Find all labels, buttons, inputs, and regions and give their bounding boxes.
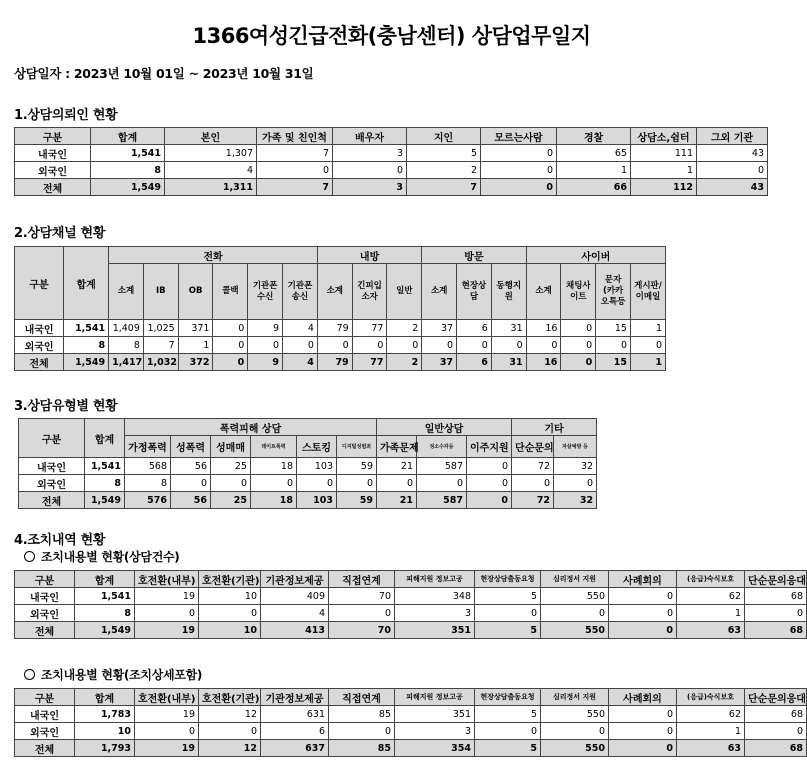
table-cell: 0 — [213, 354, 248, 371]
column-header: 기관정보제공 — [261, 571, 329, 588]
table-cell: 0 — [297, 475, 337, 492]
section-4-sub1 — [24, 548, 179, 565]
table-cell: 0 — [475, 605, 541, 622]
section-4-sub2 — [24, 666, 202, 683]
table-cell: 5 — [475, 706, 541, 723]
table-cell: 631 — [261, 706, 329, 723]
table-cell: 10 — [199, 622, 261, 639]
table-cell: 37 — [422, 320, 457, 337]
table-cell: 1,307 — [165, 145, 257, 162]
row-header: 전체 — [15, 179, 91, 196]
column-header: 동행지원 — [491, 264, 526, 320]
table-row — [19, 492, 597, 509]
row-header: 전체 — [19, 492, 85, 509]
table-cell: 3 — [333, 145, 407, 162]
group-phone: 전화 — [109, 247, 318, 264]
table-cell: 25 — [211, 492, 251, 509]
table-cell: 4 — [283, 354, 318, 371]
table-cell: 0 — [329, 723, 395, 740]
row-header: 전체 — [15, 622, 75, 639]
table-row — [15, 337, 666, 354]
table-cell: 6 — [261, 723, 329, 740]
table-cell: 66 — [557, 179, 631, 196]
table-cell: 18 — [251, 492, 297, 509]
column-header: 상담소,쉼터 — [631, 128, 697, 145]
header-gubun: 구분 — [15, 247, 64, 320]
table-row — [15, 320, 666, 337]
sub1-label: 조치내용별 현황(상담건수) — [41, 550, 180, 564]
table-cell: 0 — [251, 475, 297, 492]
column-header: 데이트폭력 — [251, 436, 297, 458]
table-cell: 7 — [407, 179, 481, 196]
table-cell: 18 — [251, 458, 297, 475]
table-row — [15, 622, 807, 639]
table-cell: 85 — [329, 740, 395, 757]
column-header: 가정폭력 — [125, 436, 171, 458]
table-cell: 9 — [248, 320, 283, 337]
group-other: 기타 — [512, 419, 597, 436]
table-cell: 0 — [213, 320, 248, 337]
column-header: 합계 — [75, 689, 135, 706]
table-cell: 72 — [512, 492, 554, 509]
column-header: 구분 — [15, 571, 75, 588]
column-header: 긴피입소자 — [352, 264, 387, 320]
column-header: 본인 — [165, 128, 257, 145]
table-cell: 0 — [561, 354, 596, 371]
table-cell: 409 — [261, 588, 329, 605]
column-header: 그외 기관 — [697, 128, 768, 145]
table-cell: 2 — [387, 354, 422, 371]
table-cell: 354 — [395, 740, 475, 757]
table-cell: 56 — [171, 458, 211, 475]
table-cell: 0 — [422, 337, 457, 354]
group-cyber: 사이버 — [526, 247, 665, 264]
table-cell: 0 — [491, 337, 526, 354]
column-header: 기관폰 송신 — [283, 264, 318, 320]
row-header: 외국인 — [15, 337, 64, 354]
column-header: 단순문의 — [512, 436, 554, 458]
section-4-heading: 4.조치내역 현황 — [14, 533, 106, 548]
table-cell: 0 — [135, 605, 199, 622]
table-cell: 7 — [143, 337, 178, 354]
column-header: 채팅사이트 — [561, 264, 596, 320]
table-row — [19, 475, 597, 492]
group-visit-out: 방문 — [422, 247, 526, 264]
table-cell: 21 — [377, 458, 417, 475]
column-header: 피해지원 정보고공 — [395, 689, 475, 706]
column-header: 소계 — [109, 264, 144, 320]
table-cell: 0 — [697, 162, 768, 179]
group-visit-in: 내방 — [317, 247, 421, 264]
table-cell: 0 — [526, 337, 561, 354]
column-header: 호전환(내부) — [135, 571, 199, 588]
column-header: 일반 — [387, 264, 422, 320]
table-cell: 8 — [64, 337, 109, 354]
table-cell: 1,549 — [75, 622, 135, 639]
column-header: 현장상담출동요청 — [475, 689, 541, 706]
column-header: 호전환(기관) — [199, 571, 261, 588]
table-row — [15, 723, 807, 740]
table-cell: 0 — [745, 723, 807, 740]
table-cell: 1 — [631, 162, 697, 179]
column-header: 심리정서 지원 — [541, 571, 609, 588]
column-header: 가족문제 — [377, 436, 417, 458]
table-cell: 77 — [352, 354, 387, 371]
channel-status-table — [14, 246, 666, 371]
column-header: 콜백 — [213, 264, 248, 320]
table-cell: 4 — [165, 162, 257, 179]
table-cell: 550 — [541, 588, 609, 605]
table-cell: 15 — [596, 320, 631, 337]
column-header: 현장상담출동요청 — [475, 571, 541, 588]
table-cell: 0 — [481, 162, 557, 179]
table-cell: 0 — [213, 337, 248, 354]
table-cell: 1,417 — [109, 354, 144, 371]
table-cell: 6 — [457, 354, 492, 371]
table-cell: 0 — [609, 723, 677, 740]
client-status-table — [14, 127, 768, 196]
table-cell: 1,311 — [165, 179, 257, 196]
column-header: 직접연계 — [329, 571, 395, 588]
row-header: 전체 — [15, 740, 75, 757]
table-cell: 1,409 — [109, 320, 144, 337]
table-cell: 0 — [283, 337, 318, 354]
section-2-heading: 2.상담채널 현황 — [14, 226, 106, 241]
table-cell: 587 — [417, 492, 467, 509]
table-cell: 0 — [457, 337, 492, 354]
circle-bullet-icon — [24, 551, 35, 562]
header-total: 합계 — [85, 419, 125, 458]
table-cell: 351 — [395, 706, 475, 723]
table-cell: 62 — [677, 706, 745, 723]
table-cell: 7 — [257, 145, 333, 162]
table-cell: 0 — [135, 723, 199, 740]
column-header: OB — [178, 264, 213, 320]
row-header: 내국인 — [19, 458, 85, 475]
column-header: (응급)숙식보호 — [677, 689, 745, 706]
table-cell: 9 — [248, 354, 283, 371]
table-cell: 8 — [109, 337, 144, 354]
table-cell: 550 — [541, 706, 609, 723]
table-cell: 3 — [395, 723, 475, 740]
table-cell: 0 — [554, 475, 597, 492]
table-cell: 0 — [317, 337, 352, 354]
table-cell: 550 — [541, 740, 609, 757]
table-cell: 1 — [677, 723, 745, 740]
table-cell: 7 — [257, 179, 333, 196]
table-cell: 1,541 — [64, 320, 109, 337]
table-cell: 21 — [377, 492, 417, 509]
row-header: 외국인 — [19, 475, 85, 492]
table-cell: 413 — [261, 622, 329, 639]
table-cell: 63 — [677, 622, 745, 639]
table-cell: 1 — [630, 320, 665, 337]
table-cell: 1,783 — [75, 706, 135, 723]
table-cell: 0 — [329, 605, 395, 622]
table-cell: 32 — [554, 458, 597, 475]
column-header: 단순문의응대 — [745, 571, 807, 588]
column-header: 스토킹 — [297, 436, 337, 458]
row-header: 외국인 — [15, 723, 75, 740]
table-cell: 3 — [395, 605, 475, 622]
column-header: 구분 — [15, 128, 91, 145]
consultation-type-table — [18, 418, 597, 509]
table-cell: 0 — [512, 475, 554, 492]
column-header: 게시판/이메일 — [630, 264, 665, 320]
table-cell: 31 — [491, 320, 526, 337]
table-row — [15, 588, 807, 605]
table-cell: 550 — [541, 622, 609, 639]
table-cell: 0 — [541, 605, 609, 622]
table-cell: 351 — [395, 622, 475, 639]
table-cell: 1,032 — [143, 354, 178, 371]
column-header: 단순문의응대 — [745, 689, 807, 706]
table-cell: 70 — [329, 622, 395, 639]
column-header: 문자(카카오톡등 — [596, 264, 631, 320]
table-cell: 68 — [745, 706, 807, 723]
table-cell: 1,549 — [64, 354, 109, 371]
row-header: 내국인 — [15, 588, 75, 605]
table-cell: 19 — [135, 740, 199, 757]
table-cell: 1 — [557, 162, 631, 179]
table-cell: 62 — [677, 588, 745, 605]
table-cell: 0 — [561, 320, 596, 337]
table-cell: 0 — [211, 475, 251, 492]
table-cell: 1,541 — [85, 458, 125, 475]
table-cell: 2 — [407, 162, 481, 179]
column-header: 호전환(내부) — [135, 689, 199, 706]
table-cell: 68 — [745, 622, 807, 639]
table-cell: 0 — [609, 622, 677, 639]
action-status-table-detail — [14, 688, 807, 757]
row-header: 전체 — [15, 354, 64, 371]
section-3-heading: 3.상담유형별 현황 — [14, 399, 118, 414]
column-header: 합계 — [75, 571, 135, 588]
table-cell: 37 — [422, 354, 457, 371]
table-cell: 0 — [541, 723, 609, 740]
table-cell: 59 — [337, 492, 377, 509]
column-header: 이주지원 — [467, 436, 512, 458]
column-header: 성매매 — [211, 436, 251, 458]
table-cell: 103 — [297, 492, 337, 509]
table-cell: 587 — [417, 458, 467, 475]
column-header: 소계 — [422, 264, 457, 320]
row-header: 외국인 — [15, 162, 91, 179]
table-cell: 1 — [178, 337, 213, 354]
table-cell: 0 — [333, 162, 407, 179]
table-cell: 0 — [199, 605, 261, 622]
column-header: IB — [143, 264, 178, 320]
column-header: 디지털성범죄 — [337, 436, 377, 458]
table-cell: 0 — [199, 723, 261, 740]
column-header: 구분 — [15, 689, 75, 706]
column-header: 사례회의 — [609, 571, 677, 588]
table-cell: 5 — [475, 622, 541, 639]
column-header: 자살예방 등 — [554, 436, 597, 458]
table-cell: 65 — [557, 145, 631, 162]
column-header: 성폭력 — [171, 436, 211, 458]
table-row — [15, 706, 807, 723]
column-header: 소계 — [526, 264, 561, 320]
table-cell: 70 — [329, 588, 395, 605]
table-cell: 5 — [475, 740, 541, 757]
group-violence: 폭력피해 상담 — [125, 419, 377, 436]
table-cell: 59 — [337, 458, 377, 475]
column-header: 심리정서 지원 — [541, 689, 609, 706]
table-cell: 0 — [387, 337, 422, 354]
column-header: 소계 — [317, 264, 352, 320]
table-cell: 1 — [630, 354, 665, 371]
column-header: 피해지원 정보고공 — [395, 571, 475, 588]
table-cell: 12 — [199, 706, 261, 723]
table-row — [15, 605, 807, 622]
table-cell: 1,541 — [75, 588, 135, 605]
table-cell: 4 — [261, 605, 329, 622]
table-cell: 63 — [677, 740, 745, 757]
table-cell: 19 — [135, 588, 199, 605]
table-row — [15, 179, 768, 196]
table-cell: 2 — [387, 320, 422, 337]
table-cell: 0 — [609, 605, 677, 622]
table-cell: 16 — [526, 354, 561, 371]
table-cell: 5 — [407, 145, 481, 162]
table-row — [15, 145, 768, 162]
table-cell: 10 — [199, 588, 261, 605]
table-cell: 4 — [283, 320, 318, 337]
column-header: 현장상담 — [457, 264, 492, 320]
table-cell: 85 — [329, 706, 395, 723]
table-cell: 0 — [481, 145, 557, 162]
column-header: 가족 및 친인척 — [257, 128, 333, 145]
table-cell: 0 — [596, 337, 631, 354]
table-cell: 0 — [467, 475, 512, 492]
table-cell: 3 — [333, 179, 407, 196]
table-cell: 15 — [596, 354, 631, 371]
table-cell: 103 — [297, 458, 337, 475]
table-row — [15, 162, 768, 179]
group-general: 일반상담 — [377, 419, 512, 436]
table-cell: 112 — [631, 179, 697, 196]
table-cell: 25 — [211, 458, 251, 475]
table-cell: 12 — [199, 740, 261, 757]
table-cell: 8 — [125, 475, 171, 492]
column-header: (응급)숙식보호 — [677, 571, 745, 588]
section-1-heading: 1.상담의뢰인 현황 — [14, 108, 118, 123]
table-cell: 372 — [178, 354, 213, 371]
column-header: 호전환(기관) — [199, 689, 261, 706]
document-title: 1366여성긴급전화(충남센터) 상담업무일지 — [192, 24, 591, 48]
sub2-label: 조치내용별 현황(조치상세포함) — [41, 668, 203, 682]
table-cell: 1 — [677, 605, 745, 622]
table-cell: 19 — [135, 706, 199, 723]
column-header: 합계 — [91, 128, 165, 145]
row-header: 내국인 — [15, 320, 64, 337]
column-header: 사례회의 — [609, 689, 677, 706]
table-cell: 56 — [171, 492, 211, 509]
table-cell: 5 — [475, 588, 541, 605]
table-cell: 0 — [745, 605, 807, 622]
table-cell: 0 — [352, 337, 387, 354]
table-cell: 0 — [337, 475, 377, 492]
table-cell: 10 — [75, 723, 135, 740]
column-header: 기관정보제공 — [261, 689, 329, 706]
table-cell: 1,549 — [85, 492, 125, 509]
table-cell: 1,549 — [91, 179, 165, 196]
table-cell: 43 — [697, 179, 768, 196]
circle-bullet-icon — [24, 669, 35, 680]
table-cell: 43 — [697, 145, 768, 162]
table-cell: 6 — [457, 320, 492, 337]
table-row — [15, 740, 807, 757]
table-cell: 0 — [417, 475, 467, 492]
table-cell: 8 — [91, 162, 165, 179]
table-cell: 0 — [377, 475, 417, 492]
row-header: 내국인 — [15, 145, 91, 162]
table-cell: 8 — [85, 475, 125, 492]
column-header: 기관폰 수신 — [248, 264, 283, 320]
table-cell: 0 — [609, 588, 677, 605]
table-cell: 16 — [526, 320, 561, 337]
column-header: 경찰 — [557, 128, 631, 145]
table-cell: 0 — [171, 475, 211, 492]
table-cell: 0 — [481, 179, 557, 196]
table-cell: 79 — [317, 320, 352, 337]
table-cell: 637 — [261, 740, 329, 757]
table-cell: 1,793 — [75, 740, 135, 757]
header-gubun: 구분 — [19, 419, 85, 458]
table-cell: 8 — [75, 605, 135, 622]
table-cell: 79 — [317, 354, 352, 371]
table-cell: 0 — [475, 723, 541, 740]
row-header: 외국인 — [15, 605, 75, 622]
table-cell: 576 — [125, 492, 171, 509]
table-cell: 0 — [609, 740, 677, 757]
table-cell: 0 — [561, 337, 596, 354]
action-status-table-cases — [14, 570, 807, 639]
column-header: 지인 — [407, 128, 481, 145]
table-cell: 0 — [609, 706, 677, 723]
table-cell: 72 — [512, 458, 554, 475]
table-cell: 68 — [745, 740, 807, 757]
table-cell: 68 — [745, 588, 807, 605]
table-cell: 1,025 — [143, 320, 178, 337]
table-row — [19, 458, 597, 475]
table-cell: 0 — [248, 337, 283, 354]
column-header: 성소수자등 — [417, 436, 467, 458]
table-cell: 19 — [135, 622, 199, 639]
row-header: 내국인 — [15, 706, 75, 723]
table-cell: 1,541 — [91, 145, 165, 162]
column-header: 배우자 — [333, 128, 407, 145]
table-cell: 77 — [352, 320, 387, 337]
table-cell: 0 — [630, 337, 665, 354]
table-cell: 371 — [178, 320, 213, 337]
table-cell: 0 — [467, 492, 512, 509]
table-cell: 0 — [467, 458, 512, 475]
table-row — [15, 354, 666, 371]
table-cell: 32 — [554, 492, 597, 509]
table-cell: 111 — [631, 145, 697, 162]
table-cell: 31 — [491, 354, 526, 371]
table-cell: 0 — [257, 162, 333, 179]
header-total: 합계 — [64, 247, 109, 320]
table-cell: 568 — [125, 458, 171, 475]
table-cell: 348 — [395, 588, 475, 605]
column-header: 모르는사람 — [481, 128, 557, 145]
consultation-period: 상담일자 : 2023년 10월 01일 ~ 2023년 10월 31일 — [14, 66, 314, 81]
column-header: 직접연계 — [329, 689, 395, 706]
